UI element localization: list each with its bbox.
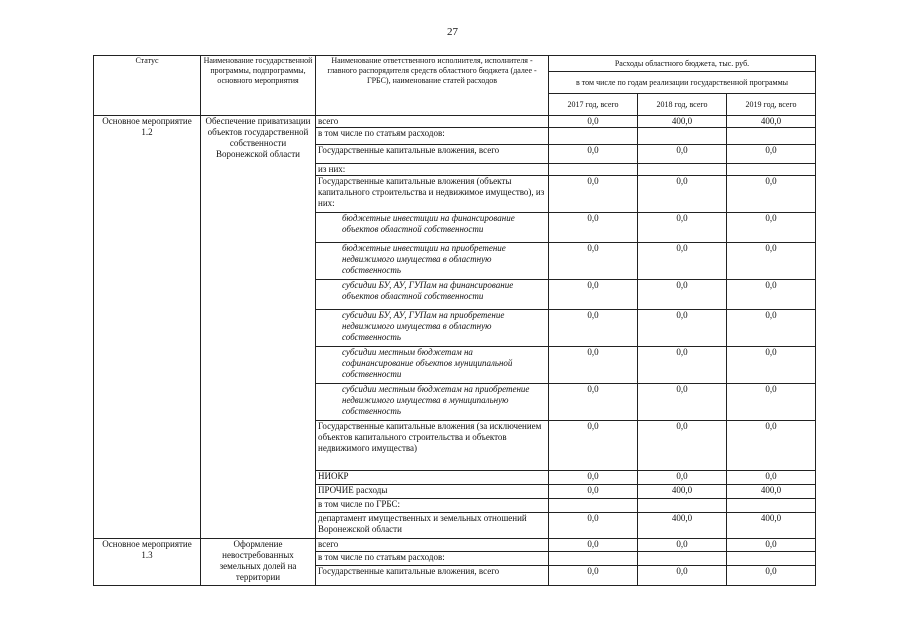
value-2018 — [638, 552, 727, 566]
value-2017: 0,0 — [549, 566, 638, 586]
value-2019: 0,0 — [727, 280, 816, 310]
value-2017 — [549, 164, 638, 176]
value-2018: 0,0 — [638, 421, 727, 471]
value-2017: 0,0 — [549, 280, 638, 310]
row-label: Государственные капитальные вложения, всего — [316, 145, 549, 164]
value-2017: 0,0 — [549, 116, 638, 128]
row-label: субсидии БУ, АУ, ГУПам на финансирование объектов областной собственности — [316, 280, 549, 310]
value-2018: 0,0 — [638, 347, 727, 384]
table-row — [94, 539, 816, 552]
status-cell: Основное мероприятие 1.2 — [94, 116, 201, 539]
status-cell: Основное мероприятие 1.3 — [94, 539, 201, 586]
value-2017: 0,0 — [549, 145, 638, 164]
value-2018: 400,0 — [638, 485, 727, 499]
header-executor: Наименование ответственного исполнителя, исполнителя - главного распорядителя средств областного бюджета (далее - ГРБС), наименование статей расходов — [316, 56, 549, 116]
row-label: департамент имущественных и земельных отношений Воронежской области — [316, 513, 549, 539]
value-2018 — [638, 128, 727, 145]
value-2017: 0,0 — [549, 243, 638, 280]
value-2019: 0,0 — [727, 145, 816, 164]
value-2017: 0,0 — [549, 384, 638, 421]
value-2019: 0,0 — [727, 566, 816, 586]
value-2018: 0,0 — [638, 145, 727, 164]
value-2019 — [727, 164, 816, 176]
value-2017: 0,0 — [549, 421, 638, 471]
value-2019: 400,0 — [727, 485, 816, 499]
value-2018: 0,0 — [638, 213, 727, 243]
value-2017: 0,0 — [549, 213, 638, 243]
measure-name-cell: Обеспечение приватизации объектов государственной собственности Воронежской области — [201, 116, 316, 539]
value-2019: 0,0 — [727, 310, 816, 347]
value-2019: 0,0 — [727, 347, 816, 384]
value-2019 — [727, 552, 816, 566]
value-2019: 0,0 — [727, 213, 816, 243]
row-label: в том числе по ГРБС: — [316, 499, 549, 513]
value-2018: 0,0 — [638, 539, 727, 552]
table-row — [94, 116, 816, 128]
value-2019: 0,0 — [727, 471, 816, 485]
value-2019: 400,0 — [727, 116, 816, 128]
value-2017: 0,0 — [549, 471, 638, 485]
value-2018: 400,0 — [638, 116, 727, 128]
value-2018: 0,0 — [638, 566, 727, 586]
value-2018: 0,0 — [638, 471, 727, 485]
value-2019: 400,0 — [727, 513, 816, 539]
page-number: 27 — [447, 26, 458, 38]
value-2017 — [549, 499, 638, 513]
budget-table — [93, 55, 816, 586]
value-2017: 0,0 — [549, 539, 638, 552]
header-status: Статус — [94, 56, 201, 116]
row-label: всего — [316, 539, 549, 552]
value-2017 — [549, 552, 638, 566]
row-label: в том числе по статьям расходов: — [316, 552, 549, 566]
row-label: бюджетные инвестиции на финансирование объектов областной собственности — [316, 213, 549, 243]
row-label: Государственные капитальные вложения (за исключением объектов капитального строительства и объектов недвижимого имущества) — [316, 421, 549, 471]
row-label: субсидии БУ, АУ, ГУПам на приобретение недвижимого имущества в областную собственность — [316, 310, 549, 347]
row-label: Государственные капитальные вложения (объекты капитального строительства и недвижимое имущество), из них: — [316, 176, 549, 213]
value-2019: 0,0 — [727, 539, 816, 552]
header-year-2018: 2018 год, всего — [638, 94, 727, 116]
header-year-2019: 2019 год, всего — [727, 94, 816, 116]
header-by-years: в том числе по годам реализации государственной программы — [549, 72, 816, 94]
value-2019 — [727, 128, 816, 145]
value-2017: 0,0 — [549, 485, 638, 499]
row-label: из них: — [316, 164, 549, 176]
row-label: ПРОЧИЕ расходы — [316, 485, 549, 499]
value-2018: 0,0 — [638, 176, 727, 213]
value-2019: 0,0 — [727, 243, 816, 280]
header-name: Наименование государственной программы, подпрограммы, основного мероприятия — [201, 56, 316, 116]
row-label: Государственные капитальные вложения, всего — [316, 566, 549, 586]
value-2018: 0,0 — [638, 243, 727, 280]
row-label: субсидии местным бюджетам на приобретение недвижимого имущества в муниципальную собственность — [316, 384, 549, 421]
value-2019: 0,0 — [727, 384, 816, 421]
value-2018: 0,0 — [638, 384, 727, 421]
value-2019: 0,0 — [727, 176, 816, 213]
value-2017: 0,0 — [549, 176, 638, 213]
row-label: НИОКР — [316, 471, 549, 485]
row-label: бюджетные инвестиции на приобретение недвижимого имущества в областную собственность — [316, 243, 549, 280]
value-2018: 0,0 — [638, 280, 727, 310]
value-2019: 0,0 — [727, 421, 816, 471]
value-2017: 0,0 — [549, 310, 638, 347]
row-label: в том числе по статьям расходов: — [316, 128, 549, 145]
measure-name-cell: Оформление невостребованных земельных долей на территории — [201, 539, 316, 586]
row-label: субсидии местным бюджетам на софинансирование объектов муниципальной собственности — [316, 347, 549, 384]
header-year-2017: 2017 год, всего — [549, 94, 638, 116]
value-2019 — [727, 499, 816, 513]
value-2018: 400,0 — [638, 513, 727, 539]
value-2018 — [638, 164, 727, 176]
header-expenses: Расходы областного бюджета, тыс. руб. — [549, 56, 816, 72]
value-2017 — [549, 128, 638, 145]
value-2018 — [638, 499, 727, 513]
value-2017: 0,0 — [549, 347, 638, 384]
row-label: всего — [316, 116, 549, 128]
value-2017: 0,0 — [549, 513, 638, 539]
value-2018: 0,0 — [638, 310, 727, 347]
